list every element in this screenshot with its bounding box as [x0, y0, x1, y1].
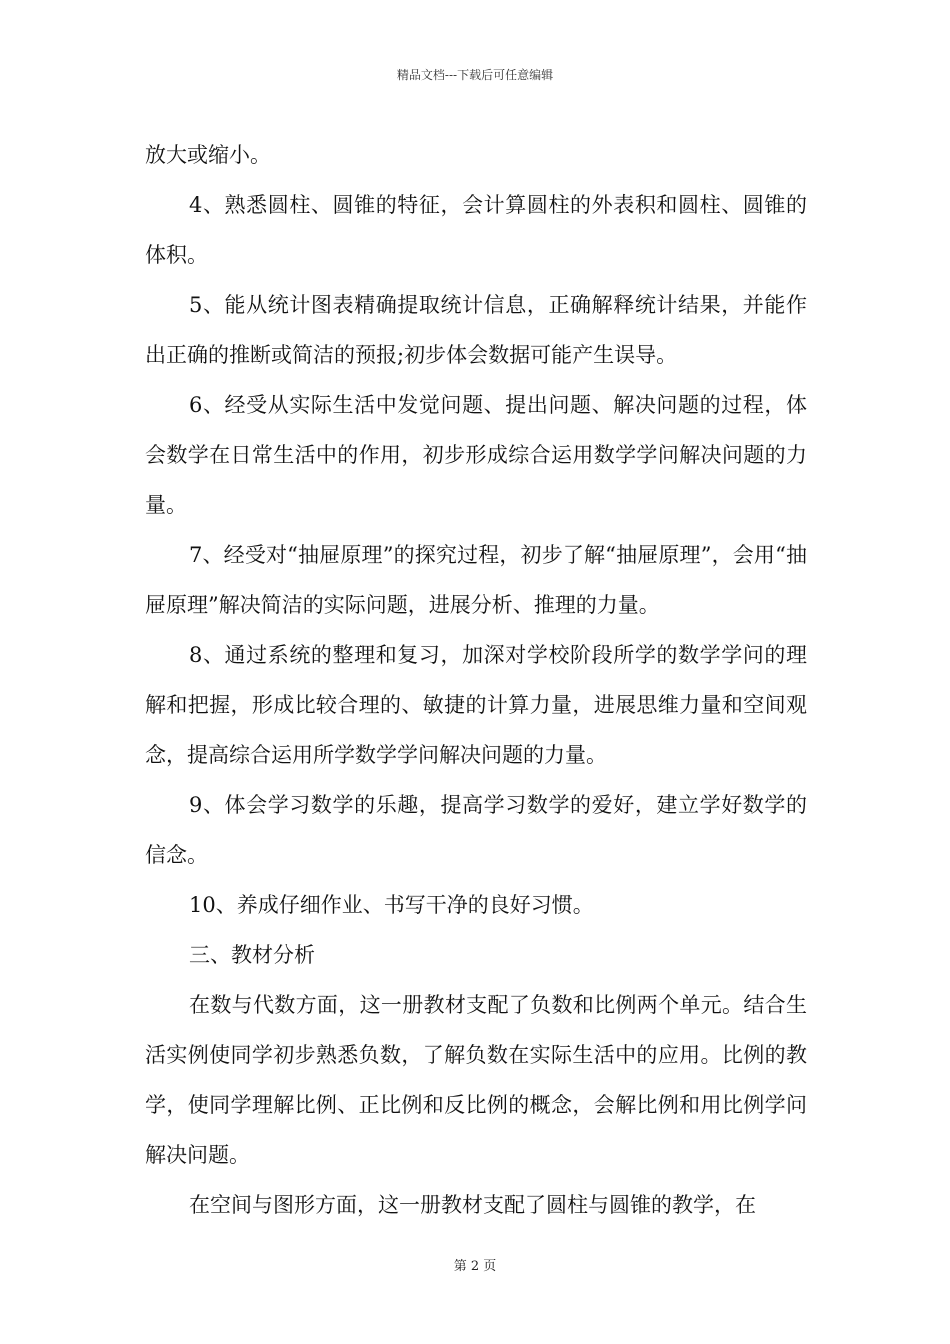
document-body: [145, 130, 807, 1230]
paragraph-item-7: 7、经受对“抽屉原理”的探究过程，初步了解“抽屉原理”，会用“抽屉原理”解决简洁的实际问题，进展分析、推理的力量。: [145, 543, 807, 617]
paragraph-item-5: 5、能从统计图表精确提取统计信息，正确解释统计结果，并能作出正确的推断或简洁的预报;初步体会数据可能产生误导。: [145, 293, 807, 367]
paragraph-space-geometry: 在空间与图形方面，这一册教材支配了圆柱与圆锥的教学，在: [189, 1193, 756, 1217]
page-header: 精品文档---下载后可任意编辑: [396, 68, 554, 82]
section-heading: 三、教材分析: [189, 943, 315, 967]
paragraph-continuation: 放大或缩小。: [145, 143, 271, 167]
paragraph-item-6: 6、经受从实际生活中发觉问题、提出问题、解决问题的过程，体会数学在日常生活中的作用，初步形成综合运用数学学问解决问题的力量。: [145, 393, 807, 517]
page-number: 第 2 页: [453, 1259, 497, 1274]
paragraph-item-10: 10、养成仔细作业、书写干净的良好习惯。: [189, 893, 594, 917]
paragraph-item-4: 4、熟悉圆柱、圆锥的特征，会计算圆柱的外表积和圆柱、圆锥的体积。: [145, 193, 807, 267]
paragraph-item-9: 9、体会学习数学的乐趣，提高学习数学的爱好，建立学好数学的信念。: [145, 793, 807, 867]
paragraph-item-8: 8、通过系统的整理和复习，加深对学校阶段所学的数学学问的理解和把握，形成比较合理的、敏捷的计算力量，进展思维力量和空间观念，提高综合运用所学数学学问解决问题的力量。: [145, 643, 807, 767]
paragraph-number-algebra: 在数与代数方面，这一册教材支配了负数和比例两个单元。结合生活实例使同学初步熟悉负数，了解负数在实际生活中的应用。比例的教学，使同学理解比例、正比例和反比例的概念，会解比例和用比例学问解决问题。: [145, 993, 807, 1167]
